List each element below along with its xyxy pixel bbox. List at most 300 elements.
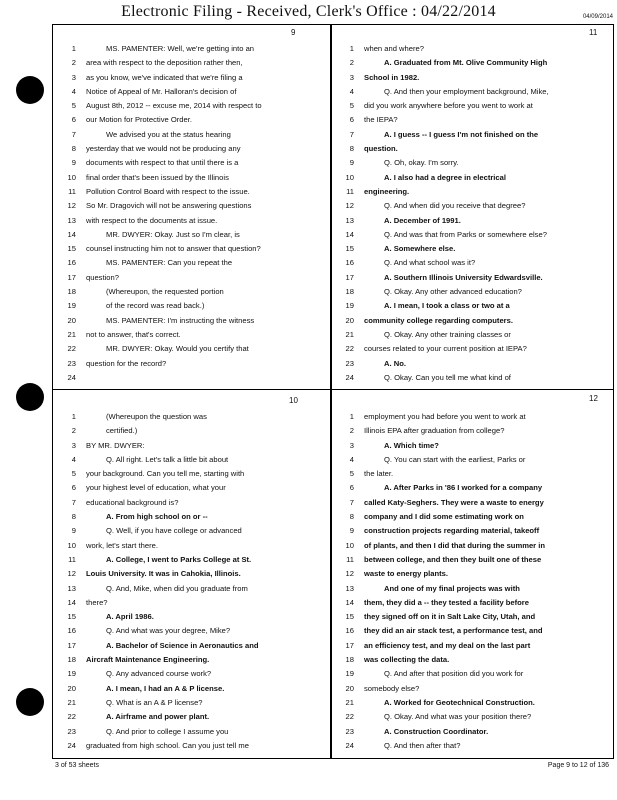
filing-header: Electronic Filing - Received, Clerk's Office : 04/22/2014 [121, 3, 496, 20]
line-text: August 8th, 2012 -- excuse me, 2014 with respect to [86, 101, 262, 111]
line-number: 24 [345, 740, 354, 750]
line-number: 21 [67, 329, 76, 339]
transcript-line [334, 271, 604, 285]
line-text: A. From high school on or -- [106, 512, 208, 522]
line-text: Q. And when did you receive that degree? [384, 201, 526, 211]
transcript-line [56, 410, 326, 424]
line-text: A. After Parks in '86 I worked for a company [384, 483, 543, 493]
line-text: an efficiency test, and my deal on the last part [364, 640, 531, 650]
transcript-line [334, 113, 604, 127]
page-number: 11 [589, 28, 598, 37]
sheet-count: 3 of 53 sheets [55, 762, 99, 769]
line-text: MS. PAMENTER: Can you repeat the [106, 258, 233, 268]
line-text: A. Southern Illinois University Edwardsville. [384, 272, 543, 282]
line-text: question for the record? [86, 358, 167, 368]
line-text: called Katy-Seghers. They were a waste to energy [364, 497, 544, 507]
line-number: 8 [71, 512, 76, 522]
line-number: 5 [349, 101, 354, 111]
line-number: 15 [345, 244, 354, 254]
transcript-line [56, 271, 326, 285]
line-text: Q. And after that position did you work for [384, 669, 524, 679]
transcript-line [56, 682, 326, 696]
line-text: Q. And what was your degree, Mike? [106, 626, 231, 636]
line-number: 4 [349, 454, 354, 464]
transcript-line [56, 524, 326, 538]
line-text: (Whereupon the question was [106, 412, 207, 421]
line-text: MR. DWYER: Okay. Would you certify that [106, 344, 249, 354]
transcript-line [56, 424, 326, 438]
line-text: A. December of 1991. [384, 215, 461, 225]
transcript-line [334, 42, 604, 56]
transcript-line [56, 71, 326, 85]
transcript-line [334, 510, 604, 524]
line-number: 16 [345, 626, 354, 636]
line-text: with respect to the documents at issue. [86, 215, 218, 225]
line-number: 9 [349, 526, 354, 536]
line-text: Q. Okay. And what was your position there? [384, 712, 532, 722]
line-number: 6 [349, 483, 354, 493]
line-text: company and I did some estimating work on [364, 512, 524, 522]
line-number: 21 [67, 697, 76, 707]
line-text: the later. [364, 469, 394, 479]
line-number: 6 [71, 115, 76, 125]
line-number: 5 [71, 469, 76, 479]
line-number: 22 [67, 712, 76, 722]
line-text: Q. All right. Let's talk a little bit about [106, 454, 229, 464]
line-number: 9 [349, 158, 354, 168]
transcript-page-9 [56, 26, 326, 386]
line-number: 2 [71, 58, 76, 68]
transcript-line [334, 653, 604, 667]
line-number: 7 [349, 497, 354, 507]
transcript-line [56, 285, 326, 299]
line-number: 9 [71, 158, 76, 168]
line-text: A. Which time? [384, 440, 439, 450]
line-number: 14 [345, 597, 354, 607]
transcript-line [56, 624, 326, 638]
line-text: they signed off on it in Salt Lake City, Utah, and [364, 612, 536, 622]
line-number: 21 [345, 329, 354, 339]
line-text: documents with respect to that until there is a [86, 158, 239, 168]
line-text: construction projects regarding material, takeoff [364, 526, 540, 536]
line-number: 5 [71, 101, 76, 111]
transcript-line [56, 42, 326, 56]
transcript-line [334, 553, 604, 567]
transcript-line [56, 639, 326, 653]
transcript-line [334, 467, 604, 481]
line-text: A. Airframe and power plant. [106, 712, 210, 722]
line-text: A. I also had a degree in electrical [384, 172, 506, 182]
transcript-page-12 [334, 392, 604, 752]
transcript-line [56, 142, 326, 156]
line-number: 2 [349, 426, 354, 436]
transcript-line [334, 682, 604, 696]
line-text: did you work anywhere before you went to work at [364, 101, 533, 111]
transcript-line [334, 171, 604, 185]
line-number: 7 [349, 129, 354, 139]
page-number: 12 [589, 394, 598, 403]
line-text: So Mr. Dragovich will not be answering questions [86, 201, 252, 211]
transcript-line [56, 256, 326, 270]
transcript-line [334, 328, 604, 342]
transcript-line [334, 85, 604, 99]
line-number: 2 [71, 426, 76, 436]
line-number: 11 [346, 554, 354, 564]
sheet-divider-vertical [330, 24, 332, 759]
transcript-line [334, 424, 604, 438]
line-number: 4 [71, 86, 76, 96]
transcript-line [334, 142, 604, 156]
line-number: 8 [349, 144, 354, 154]
transcript-line [56, 328, 326, 342]
line-text: A. I guess -- I guess I'm not finished on the [384, 129, 539, 139]
transcript-line [334, 128, 604, 142]
line-text: A. Bachelor of Science in Aeronautics and [106, 640, 259, 650]
transcript-line [334, 610, 604, 624]
line-number: 24 [67, 740, 76, 750]
line-number: 3 [71, 72, 76, 82]
line-number: 20 [67, 315, 76, 325]
page-range: Page 9 to 12 of 136 [547, 762, 609, 769]
line-number: 11 [68, 186, 76, 196]
line-number: 7 [71, 497, 76, 507]
transcript-lines [334, 42, 604, 385]
line-text: final order that's been issued by the Illinois [86, 172, 229, 182]
transcript-line [334, 439, 604, 453]
transcript-line [334, 739, 604, 753]
line-text: Q. Any advanced course work? [106, 669, 212, 679]
transcript-line [56, 739, 326, 753]
transcript-line [334, 667, 604, 681]
line-number: 17 [67, 272, 76, 282]
line-number: 1 [71, 44, 76, 53]
transcript-line [334, 285, 604, 299]
line-text: was collecting the data. [364, 655, 450, 665]
line-text: between college, and then they built one of these [364, 554, 542, 564]
line-number: 23 [345, 358, 354, 368]
line-text: educational background is? [86, 497, 179, 507]
line-text: A. April 1986. [106, 612, 154, 622]
line-text: waste to energy plants. [364, 569, 448, 579]
transcript-line [334, 228, 604, 242]
binder-hole [16, 383, 44, 411]
line-text: question. [364, 144, 398, 154]
transcript-line [56, 242, 326, 256]
line-number: 2 [349, 58, 354, 68]
line-text: Louis University. It was in Cahokia, Illinois. [86, 569, 241, 579]
line-text: our Motion for Protective Order. [86, 115, 192, 125]
line-text: courses related to your current position at IEPA? [364, 344, 527, 354]
transcript-line [56, 582, 326, 596]
line-number: 13 [345, 583, 354, 593]
line-number: 11 [68, 554, 76, 564]
transcript-line [334, 582, 604, 596]
line-number: 15 [345, 612, 354, 622]
line-text: MS. PAMENTER: Well, we're getting into an [106, 44, 255, 53]
transcript-line [334, 539, 604, 553]
sheet-divider-horizontal [52, 389, 614, 390]
line-text: School in 1982. [364, 72, 420, 82]
line-number: 17 [345, 272, 354, 282]
line-text: A. Somewhere else. [384, 244, 456, 254]
line-text: A. Construction Coordinator. [384, 726, 489, 736]
line-number: 22 [345, 344, 354, 354]
transcript-line [56, 314, 326, 328]
transcript-line [56, 214, 326, 228]
binder-hole [16, 76, 44, 104]
transcript-line [56, 185, 326, 199]
line-number: 1 [71, 412, 76, 421]
line-text: Aircraft Maintenance Engineering. [86, 655, 210, 665]
line-number: 23 [67, 358, 76, 368]
transcript-line [56, 371, 326, 385]
transcript-line [334, 156, 604, 170]
transcript-line [334, 371, 604, 385]
transcript-line [56, 596, 326, 610]
line-number: 19 [345, 301, 354, 311]
line-number: 8 [349, 512, 354, 522]
line-number: 19 [345, 669, 354, 679]
transcript-line [334, 481, 604, 495]
line-number: 19 [67, 301, 76, 311]
line-text: your highest level of education, what your [86, 483, 226, 493]
line-text: Q. And was that from Parks or somewhere else? [384, 229, 547, 239]
line-number: 1 [349, 44, 354, 53]
transcript-line [56, 113, 326, 127]
transcript-line [334, 71, 604, 85]
transcript-line [56, 653, 326, 667]
transcript-line [56, 453, 326, 467]
transcript-line [334, 56, 604, 70]
line-text: certified.) [106, 426, 138, 436]
line-text: Q. Okay. Any other advanced education? [384, 287, 522, 297]
line-number: 22 [67, 344, 76, 354]
line-text: And one of my final projects was with [384, 583, 520, 593]
line-number: 14 [345, 229, 354, 239]
line-number: 23 [345, 726, 354, 736]
transcript-line [56, 85, 326, 99]
page-number: 10 [289, 396, 298, 405]
line-text: A. College, I went to Parks College at St. [106, 554, 252, 564]
line-number: 8 [71, 144, 76, 154]
transcript-line [334, 99, 604, 113]
transcript-line [334, 214, 604, 228]
transcript-line [56, 156, 326, 170]
line-number: 20 [67, 683, 76, 693]
transcript-line [56, 710, 326, 724]
line-number: 24 [67, 372, 76, 382]
transcript-page-10 [56, 392, 326, 752]
transcript-line [334, 696, 604, 710]
transcript-line [334, 496, 604, 510]
line-text: Q. And then your employment background, Mike, [384, 86, 549, 96]
line-text: A. No. [384, 358, 406, 368]
line-number: 3 [349, 440, 354, 450]
line-number: 15 [67, 612, 76, 622]
line-text: Q. What is an A & P license? [106, 697, 203, 707]
transcript-line [56, 342, 326, 356]
transcript-line [334, 185, 604, 199]
line-number: 24 [345, 372, 354, 382]
line-text: Q. Oh, okay. I'm sorry. [384, 158, 459, 168]
line-text: Q. You can start with the earliest, Parks or [384, 454, 526, 464]
line-number: 4 [349, 86, 354, 96]
line-number: 5 [349, 469, 354, 479]
line-number: 13 [345, 215, 354, 225]
line-number: 3 [349, 72, 354, 82]
transcript-line [334, 357, 604, 371]
binder-hole [16, 688, 44, 716]
line-number: 18 [67, 287, 76, 297]
transcript-line [334, 453, 604, 467]
transcript-lines [334, 410, 604, 753]
transcript-line [56, 467, 326, 481]
line-text: engineering. [364, 186, 410, 196]
transcript-line [56, 725, 326, 739]
line-number: 19 [67, 669, 76, 679]
line-text: your background. Can you tell me, starting with [86, 469, 245, 479]
line-text: yesterday that we would not be producing any [86, 144, 241, 154]
line-number: 20 [345, 683, 354, 693]
transcript-lines [56, 410, 326, 753]
line-text: Q. Okay. Any other training classes or [384, 329, 511, 339]
line-number: 11 [346, 186, 354, 196]
line-number: 10 [67, 540, 76, 550]
transcript-line [334, 524, 604, 538]
transcript-line [56, 553, 326, 567]
line-text: question? [86, 272, 119, 282]
transcript-lines [56, 42, 326, 385]
transcript-line [56, 496, 326, 510]
line-text: as you know, we've indicated that we're filing a [86, 72, 243, 82]
line-number: 21 [345, 697, 354, 707]
transcript-line [334, 410, 604, 424]
transcript-line [56, 610, 326, 624]
line-text: Q. Well, if you have college or advanced [106, 526, 242, 536]
transcript-line [334, 596, 604, 610]
line-number: 18 [345, 655, 354, 665]
transcript-line [334, 242, 604, 256]
line-text: Q. And what school was it? [384, 258, 476, 268]
transcript-line [56, 171, 326, 185]
line-number: 10 [345, 172, 354, 182]
date-stamp: 04/09/2014 [582, 14, 613, 20]
line-number: 15 [67, 244, 76, 254]
line-number: 12 [67, 201, 76, 211]
line-text: the IEPA? [364, 115, 398, 125]
line-text: A. I mean, I had an A & P license. [106, 683, 225, 693]
line-text: them, they did a -- they tested a facility before [364, 597, 529, 607]
line-text: they did an air stack test, a performance test, and [364, 626, 543, 636]
transcript-line [334, 199, 604, 213]
line-text: Q. And, Mike, when did you graduate from [106, 583, 248, 593]
line-number: 7 [71, 129, 76, 139]
line-number: 1 [349, 412, 354, 421]
line-text: not to answer, that's correct. [86, 329, 181, 339]
transcript-line [56, 228, 326, 242]
line-text: Illinois EPA after graduation from college? [364, 426, 505, 436]
line-number: 16 [67, 626, 76, 636]
line-number: 18 [67, 655, 76, 665]
transcript-line [56, 481, 326, 495]
line-text: A. Graduated from Mt. Olive Community High [384, 58, 548, 68]
line-number: 17 [345, 640, 354, 650]
line-number: 10 [67, 172, 76, 182]
line-text: graduated from high school. Can you just tell me [86, 740, 249, 750]
line-text: of the record was read back.) [106, 301, 205, 311]
transcript-page-11 [334, 26, 604, 386]
line-text: We advised you at the status hearing [106, 129, 231, 139]
transcript-line [56, 128, 326, 142]
line-text: when and where? [364, 44, 424, 53]
line-text: MS. PAMENTER: I'm instructing the witness [106, 315, 255, 325]
page-number: 9 [291, 28, 296, 37]
line-number: 23 [67, 726, 76, 736]
line-text: Pollution Control Board with respect to the issue. [86, 186, 250, 196]
transcript-line [334, 567, 604, 581]
line-number: 13 [67, 583, 76, 593]
transcript-line [56, 56, 326, 70]
transcript-line [56, 439, 326, 453]
transcript-line [334, 624, 604, 638]
transcript-line [334, 256, 604, 270]
line-number: 6 [71, 483, 76, 493]
line-text: BY MR. DWYER: [86, 440, 145, 450]
line-text: Q. And prior to college I assume you [106, 726, 229, 736]
line-text: Q. And then after that? [384, 740, 461, 750]
line-text: community college regarding computers. [364, 315, 513, 325]
line-number: 16 [67, 258, 76, 268]
line-number: 17 [67, 640, 76, 650]
transcript-line [56, 510, 326, 524]
transcript-line [56, 357, 326, 371]
line-number: 4 [71, 454, 76, 464]
transcript-line [56, 696, 326, 710]
transcript-line [56, 299, 326, 313]
transcript-line [56, 667, 326, 681]
line-text: of plants, and then I did that during the summer in [364, 540, 545, 550]
line-text: Q. Okay. Can you tell me what kind of [384, 372, 511, 382]
line-text: A. Worked for Geotechnical Construction. [384, 697, 535, 707]
line-number: 16 [345, 258, 354, 268]
line-text: counsel instructing him not to answer that question? [86, 244, 261, 254]
line-number: 20 [345, 315, 354, 325]
line-number: 18 [345, 287, 354, 297]
transcript-line [334, 639, 604, 653]
transcript-line [56, 199, 326, 213]
line-number: 14 [67, 597, 76, 607]
transcript-line [56, 99, 326, 113]
line-number: 14 [67, 229, 76, 239]
transcript-line [56, 567, 326, 581]
line-text: (Whereupon, the requested portion [106, 287, 224, 297]
line-number: 22 [345, 712, 354, 722]
line-text: A. I mean, I took a class or two at a [384, 301, 510, 311]
line-text: MR. DWYER: Okay. Just so I'm clear, is [106, 229, 240, 239]
transcript-line [334, 342, 604, 356]
line-text: area with respect to the deposition rather then, [86, 58, 243, 68]
transcript-line [56, 539, 326, 553]
transcript-line [334, 725, 604, 739]
line-text: somebody else? [364, 683, 420, 693]
transcript-line [334, 314, 604, 328]
line-number: 12 [345, 201, 354, 211]
line-text: there? [86, 597, 108, 607]
line-number: 9 [71, 526, 76, 536]
transcript-line [334, 299, 604, 313]
line-number: 3 [71, 440, 76, 450]
line-text: employment you had before you went to work at [364, 412, 526, 421]
